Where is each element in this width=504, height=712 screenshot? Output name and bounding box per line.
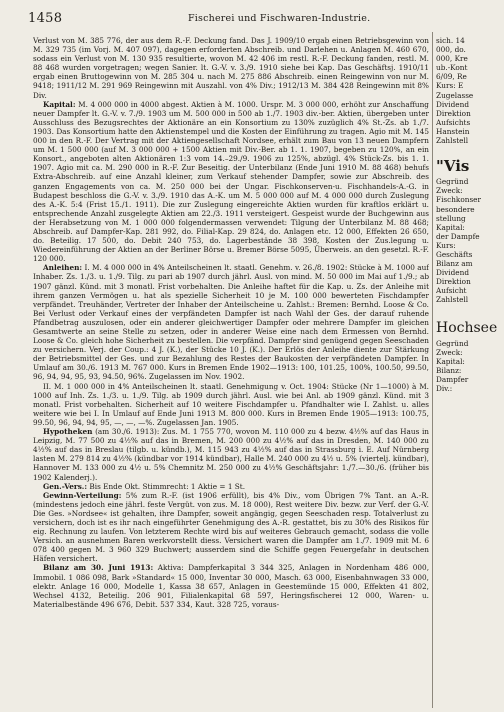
paragraph-label: Gewinn-Verteilung: xyxy=(43,490,122,500)
fragment-line: Dividend xyxy=(436,99,469,109)
paragraph-text: Aktiva: Dampferkapital 3 344 325, Anlagen in Nordenham 486 000, Immobil. 1 086 098, Bark »Standard« 15 000, Inventar 30 000, Masch. 63 000, Eisenbahnwagen 33 000, elektr. Anlage 16 000, Modelle 1, Kassa 38 657, Anlagen in Geestemünde 15 000, Effekten 41 802, Wechsel 4132, Beteilig. 206 901, Filialenkapital 68 597, Heringsfischerei 12 000, Waren- u. Materialbestände 496 676, Debit. 537 334, Kaut. 328 725, voraus- xyxy=(33,563,429,609)
fragment-line: Aufsicht xyxy=(436,286,467,296)
paragraph-label: Hypotheken xyxy=(43,427,93,437)
column-rule xyxy=(432,32,433,708)
fragment-line: besondere xyxy=(436,204,475,214)
fragment-line: Dividend xyxy=(436,268,469,278)
paragraph-text: M. 4 000 000 in 4000 abgest. Aktien à M. 1000. Urspr. M. 3 000 000, erhöht zur Anschaffung neuer Dampfer lt. G.-V. v. 7./9. 1903 um M. 500 000 in 500 ab 1./7. 1903 div.-ber. Aktien, übergeben unter Ausschluss des Bezugsrechtes der Aktionäre an ein Konsortium zu 130% zuzüglich 4% St.-Zs. ab 1./7. 1903. Das Konsortium hatte den Aktienstempel und die Kosten der Einführung zu tragen. Agio mit M. 145 000 in den R.-F. Der Vertrag mit der Aktiengesellschaft Nordsee, erhält zum Bau von 13 neuen Dampfern um M. 1 500 000 (auf M. 3 000 000 + 1500 Aktien mit Div.-Ber. ab 1. 1. 1907, begeben zu 120%, an ein Konsort., angeboten alten Aktionären 1:3 vom 14.–29./9. 1906 zu 125%, abzügl. 4% Stück-Zs. bis 1. 1. 1907. Agio mit ca. M. 290 000 in R.-F. Zur Beseitig. der Unterbilanz (Ende Juni 1910 M. 88 468) behufs Extra-Abschreib. auf eine Anzahl kleiner, zum Verkauf stehender Dampfer, sowie zur Abschreib. des ganzen Engagements von ca. M. 250 000 bei der Ungar. Fischkonserven-u. Fischhandels-A.-G. in Budapest beschloss die G.-V. v. 3./9. 1910 das A.-K. um M. 5 000 000 auf M. 4 000 000 durch Zuslegung des A.-K. 5:4 (Frist 15./1. 1911). Die zur Zuslegung eingereichte Aktien wurden für kraftlos erklärt u. entsprechende Anzahl zusgelegte Aktien am 22./3. 1911 versteigert. Gespeist wurde der Buchgewinn aus der Herabsetzung von M. 1 000 000 folgendermassen verwendet: Tilgung der Unterbilanz M. 88 468; Abschreib. auf Dampfer-Kap. 281 992, do. Filial-Kap. 29 824, do. Anlagen etc. 12 000, Effekten 26 650, do. Beteilig. 17 500, do. Debit 240 753, do. Lagerbestände 38 398, Kosten der Zus.legung u. Wiedereinführung der Aktien an der Berliner Börse u. Bremer Börse 5095, Überweis. an den gesetzl. R.-F. 120 000. xyxy=(33,99,429,264)
paragraph xyxy=(33,100,429,264)
paragraph xyxy=(33,382,429,427)
page-header xyxy=(28,11,428,27)
fragment-line: sich. 14 xyxy=(436,36,465,45)
fragment-line: Kurs: E xyxy=(436,81,464,91)
fragment-line: ub.-Kont xyxy=(436,63,468,73)
paragraph xyxy=(33,36,429,100)
fragment-line: Hochsee xyxy=(436,319,498,336)
fragment-line: Gegründ xyxy=(436,338,469,348)
fragment-line xyxy=(436,305,504,314)
fragment-line: Dampfer xyxy=(436,375,469,384)
fragment-line xyxy=(436,145,504,154)
fragment-line: Aufsichts xyxy=(436,117,471,127)
fragment-line: Zweck: xyxy=(436,186,463,196)
fragment-line: Kapital: xyxy=(436,356,465,366)
fragment-line: Direktion xyxy=(436,108,471,118)
running-title: Fischerei und Fischwaren-Industrie. xyxy=(188,13,371,24)
paragraph xyxy=(33,427,429,482)
fragment-line: 6/09, Re xyxy=(436,72,467,82)
paragraph-text: Verlust von M. 385 776, der aus dem R.-F. Deckung fand. Das J. 1909/10 ergab einen Betriebsgewinn von M. 329 735 (im Vorj. M. 407 097), dagegen erforderten Abschreib. und Darlehen u. Anlagen M. 460 670, sodass ein Verlust von M. 130 935 resultierte, wovon M. 42 406 im restl. R.-F. Deckung fanden, restl. M. 88 468 wurden vorgetragen; wegen Sanier. lt. G.-V. v. 3./9. 1910 siehe bei Kap. Das Geschäftsj. 1910/11 ergab einen Bruttogewinn von M. 285 304 u. nach M. 275 886 Abschreib. einen Reingewinn von nur M. 9418; 1911/12 M. 291 969 Reingewinn mit Auszahl. von 4% Div.; 1912/13 M. 384 428 Reingewinn mit 8% Div. xyxy=(33,36,429,100)
paragraph-text: (am 30./6. 1913): Zus. M. 1 755 770, wovon M. 110 000 zu 4 bezw. 4½% auf das Haus in Leipzig, M. 77 500 zu 4½% auf das in Bremen, M. 200 000 zu 4½% auf das in Dresden, M. 140 000 zu 4½% auf das in Breslau (tilgb. u. kündb.), M. 115 943 zu 4½% auf das in Strassburg i. E. Auf Nürnberg lasten M. 279 814 zu 4½% (kündbar vor 1914 kündbar), Halle M. 240 000 zu 4½ u. 5% (viertelj. kündbar), Hannover M. 133 000 zu 4½ u. 5% Chemnitz M. 250 000 zu 4½% Geschäftsjahr: 1./7.—30./6. (früher bis 1902 Kalenderj.). xyxy=(33,427,429,482)
paragraph-label: Anleihen: xyxy=(43,263,83,273)
fragment-line: Bilanz am xyxy=(436,259,473,269)
fragment-line: Geschäfts xyxy=(436,249,473,259)
paragraph-text: 5% zum R.-F. (ist 1906 erfüllt), bis 4% Div., vom Übrigen 7% Tant. an A.-R. (mindestens jedoch eine jährl. feste Vergüt. von zus. M. 18 000), Rest weitere Div. bezw. zur Verf. der G.-V. Die Ges. »Nordsee« ist gehalten, ihre Dampfer, soweit angängig, gegen Seeschaden resp. Totalverlust zu versichern, doch ist es ihr nach eingeführter Genehmigung des A.-R. gestattet, bis zu 30% des Risikos für eig. Rechnung zu laufen. Von letzterem Rechte wird bis auf weiteres Gebrauch gemacht, sodass die volle Versich. an ausnehmen Baren werkvorstellt diess. Versichert waren die Dampfer am 1./7. 1909 mit M. 6 078 400 gegen M. 3 960 329 Buchwert; ausserdem sind die Schiffe gegen Feuergefahr in deutschen Häfen versichert. xyxy=(33,490,429,564)
paragraph xyxy=(33,263,429,381)
paragraph-label: Kapital: xyxy=(43,99,76,109)
paragraph-text: II. M. 1 000 000 in 4% Anteilscheinen lt. staatl. Genehmigung v. Oct. 1904: Stücke (Nr 1—1000) à M. 1000 auf Inh. Zs. 1./3. u. 1./9. Tilg. ab 1909 durch jährl. Ausl. wie bei Anl. ab 1909 gänzl. Künd. mit 3 monatl. Frist vorbehalten. Sicherheit auf 10 weitere Fischdampfer u. Pfandhalter wie I. Zahlst. u. alles weitere wie bei I. In Umlauf auf Ende Juni 1913 M. 800 000. Kurs in Bremen Ende 1905—1913: 100.75, 99.50, 96, 94, 94, 95, —, —, —%. Zugelassen Jan. 1905. xyxy=(33,381,429,427)
fragment-line: Zahlstell xyxy=(436,295,469,305)
paragraph-text: Bis Ende Okt. Stimmrecht: 1 Aktie = 1 St. xyxy=(89,481,246,491)
fragment-line: Direktion xyxy=(436,277,471,287)
fragment-line: Kurs: xyxy=(436,240,456,250)
main-column xyxy=(33,36,429,706)
page-number: 1458 xyxy=(28,11,63,26)
fragment-line: Gegründ xyxy=(436,177,469,187)
paragraph-text: I. M. 4 000 000 in 4% Anteilscheinen lt. staatl. Genehm. v. 26./8. 1902: Stücke à M. 1000 auf Inhaber. Zs. 1./3. u. 1./9. Tilg. zu pari ab 1907 durch jährl. Ausl. von mind. M. 50 000 im Mai auf 1./9.; ab 1907 gänzl. Künd. mit 3 monatl. Frist vorbehalten. Die Anleihe haftet für die Kap. u. Zs. der Anleihe mit ihrem ganzen Vermögen u. hat als spezielle Sicherheit 10 je M. 100 000 bewerteten Fischdampfer verpfändet. Treuhänder, Vertreter der Inhaber der Anteilscheine u. Zahlst.: Bremen: Bernhd. Loose & Co. Bei Verlust oder Verkauf eines der verpfändeten Dampfer ist nach Wahl der Ges. der darauf ruhende Pfandbetrag auszulosen, oder ein anderer gleichwertiger Dampfer oder mehrere Dampfer im gleichen Gesamtwerte an seine Stelle zu setzen, oder in anderer Weise eine nach dem Ermessen von Bernhd. Loose & Co. gleich hohe Sicherheit zu bestellen. Die verpfänd. Dampfer sind genügend gegen Seeschaden zu versichern. Verj. der Coup.: 4 J. (K.), der Stücke 10 J. (K.). Der Erlös der Anleihe diente zur Stärkung der Betriebsmittel der Ges. und zur Bezahlung des Restes der Baukosten der verpfändeten Dampfer. In Umlauf am 30./6. 1913 M. 767 000. Kurs in Bremen Ende 1902—1913: 100, 101.25, 100%, 100.50, 99.50, 96, 94, 94, 95, 93, 94.50, 96%. Zugelassen im Nov. 1902. xyxy=(33,263,429,382)
fragment-line: der Dampfe xyxy=(436,231,480,241)
fragment-line: stellung xyxy=(436,213,466,223)
paragraph xyxy=(33,563,429,608)
paragraph-label: Gen.-Vers.: xyxy=(43,481,88,491)
fragment-line: 000, do. xyxy=(436,45,466,55)
fragment-line: 000, Kre xyxy=(436,54,468,64)
fragment-line: Zahlstell xyxy=(436,136,469,146)
fragment-line: Fischkonser xyxy=(436,195,481,205)
fragment-line: "Vis xyxy=(436,157,470,176)
fragment-line: Bilanz: xyxy=(436,365,462,375)
fragment-line: Zugelasse xyxy=(436,90,474,100)
fragment-line: Div.: xyxy=(436,384,453,394)
fragment-line: Kapital: xyxy=(436,222,465,232)
paragraph xyxy=(33,491,429,564)
adjacent-column-fragment xyxy=(436,36,504,706)
paragraph xyxy=(33,482,429,491)
fragment-line: Hanstein xyxy=(436,126,470,136)
paragraph-label: Bilanz am 30. Juni 1913: xyxy=(43,563,154,573)
fragment-line: Zweck: xyxy=(436,347,463,357)
